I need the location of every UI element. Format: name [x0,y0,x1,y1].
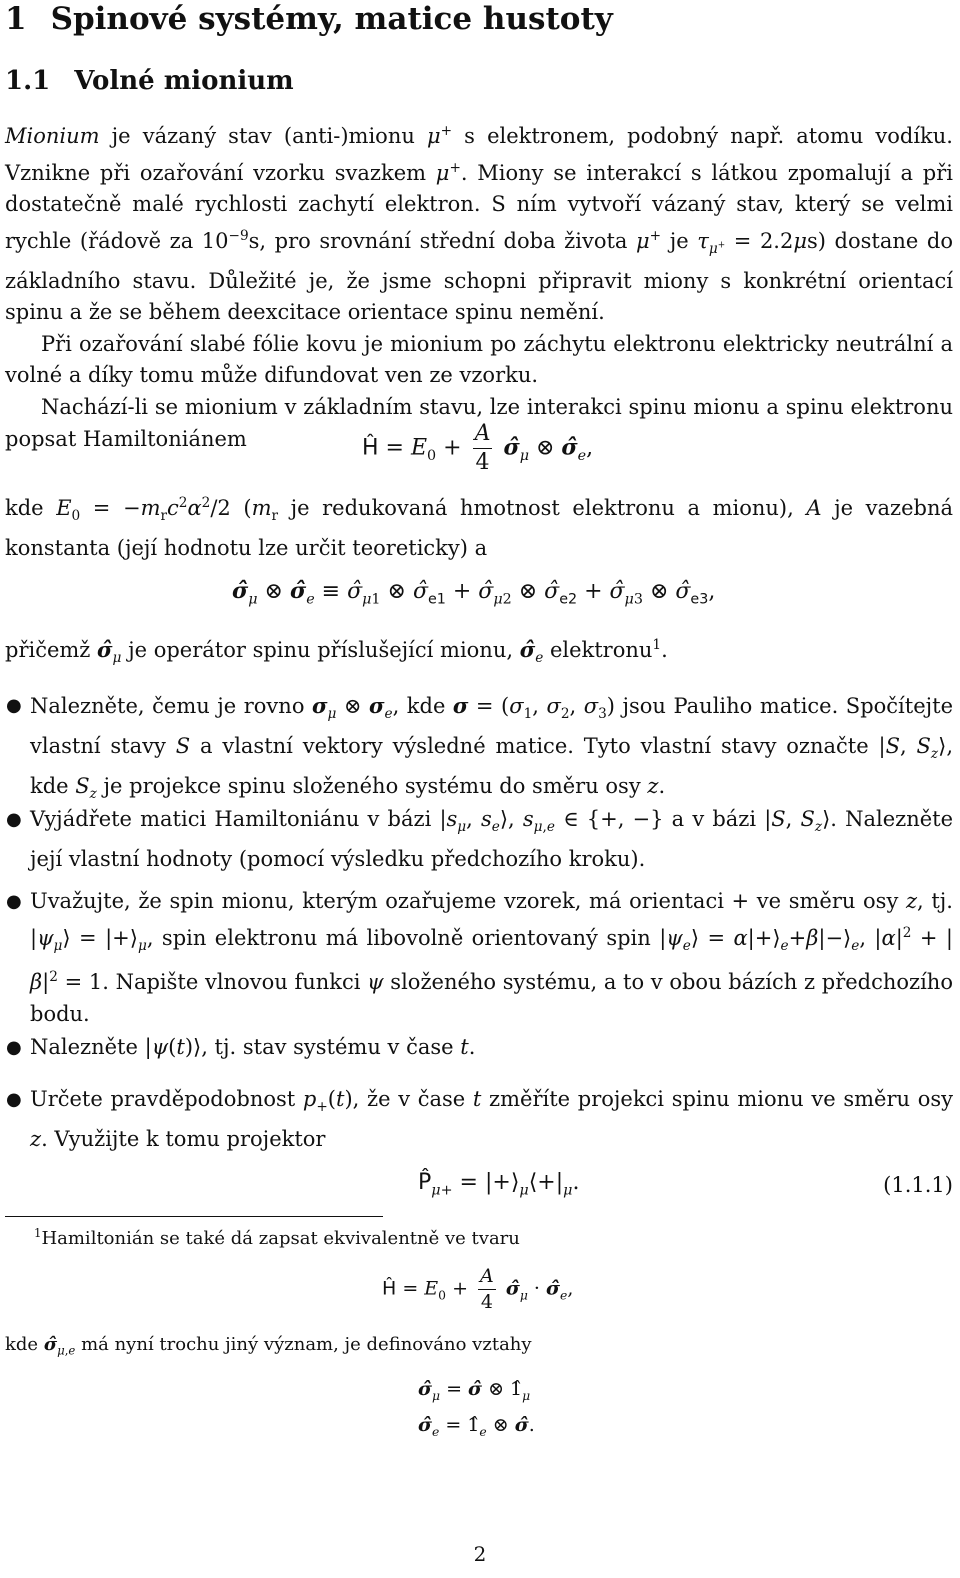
subsection-heading [5,64,294,98]
list-item: ● Vyjádřete matici Hamiltoniánu v bázi $|s_\mu$, $s_e⟩$, $s_{\mu,e}$ ∈ {+, −} a v bázi |S, $S_z⟩$. Nalezněte její vlastní hodnoty (pomocí výsledku předchozího kroku). [30,804,953,875]
equation-number: (1.1.1) [883,1173,953,1197]
paragraph-hamiltonian: Nachází-li se mionium v základním stavu, lze interakci spinu mionu a spinu elektronu popsat Hamiltoniánem [5,394,953,451]
bullet-icon: ● [6,891,22,912]
bullet-icon: ● [6,1037,22,1058]
footnote-equation-hamiltonian: Ĥ = $E_0$ + $\frac{A}{4}$ $\sigmâ_\mu$ · $\sigmâ_e$, [382,1265,574,1313]
subsection-number: 1.1 [5,66,51,96]
section-number: 1 [5,1,27,37]
footnote-mark: 1 [34,1226,42,1240]
paragraph-constants: kde $E_0 = -m_rc^2\alpha^2/2$ ($m_r$ je redukovaná hmotnost elektronu a mionu), A je vazebná konstanta (její hodnotu lze určit teoreticky) a [5,495,953,560]
list-item: ● Určete pravděpodobnost $p_+(t)$, že v čase t změříte projekci spinu mionu ve směru osy z. Využijte k tomu projektor [30,1084,953,1155]
equation-projector: $P̂_{\mu+}$ = $|+⟩_\mu⟨+|_\mu$. [418,1170,580,1199]
bullet-icon: ● [6,1089,22,1110]
intro-text [5,116,953,455]
paragraph-mionium: Mionium je vázaný stav (anti-)mionu μ+ s elektronem, podobný např. atomu vodíku. Vznikne při ozařování vzorku svazkem μ+. Miony se interakcí s látkou zpomalují a při dostatečně malé rychlosti zachytí elektron. S ním vytvoří vázaný stav, který se velmi rychle (řádově za $10^{-9}s$, pro srovnání střední doba života μ+ je $\tau_{\mu^+} = 2.2\mu s$) dostane do základního stavu. Důležité je, že jsme schopni připravit miony s konkrétní orientací spinu a že se během deexcitace orientace spinu nemění. [5,123,954,325]
footnote-text: $^1$Hamiltonián se také dá zapsat ekvivalentně ve tvaru [34,1226,520,1249]
bullet-icon: ● [6,695,22,716]
footnote-equation-sigma-mu: $\sigmâ_\mu$ = σ̂ ⊗ $1̂_\mu$ [418,1378,531,1403]
section-heading [5,0,613,38]
paragraph-diffusion: Při ozařování slabé fólie kovu je mionium po záchytu elektronu elektricky neutrální a volné a díky tomu může difundovat ven ze vzorku. [5,331,953,388]
list-item: ● Nalezněte |ψ(t)⟩, tj. stav systému v čase t. [30,1032,953,1064]
footnote-equation-sigma-e: $\sigmâ_e$ = $1̂_e$ ⊗ σ̂. [418,1414,535,1439]
subsection-title: Volné mionium [74,66,294,96]
list-item: ● Uvažujte, že spin mionu, kterým ozařujeme vzorek, má orientaci + ve směru osy z, tj. $|\psi_\mu⟩$ = $|+⟩_\mu$, spin elektronu má libovolně orientovaný spin $|\psi_e⟩$ = $\alpha|+⟩_e+\beta|-⟩_e$, $|\alpha|^2 + |\beta|^2 = 1$. Napište vlnovou funkci ψ složeného systému, a to v obou bázích z předchozího bodu. [30,886,953,1031]
section-title: Spinové systémy, matice hustoty [50,1,613,37]
equation-hamiltonian: Ĥ = $E_0$ + $\frac{A}{4}$ $\sigmâ_\mu$ ⊗ $\sigmâ_e$, [362,421,594,475]
paragraph-operators: přičemž $\sigmâ_\mu$ je operátor spinu příslušející mionu, $\sigmâ_e$ elektronu$^1$. [5,637,668,667]
footnote-definition-text: kde $\sigmâ_{\mu,e}$ má nyní trochu jiný význam, je definováno vztahy [5,1334,532,1358]
footnote-divider [5,1216,383,1217]
list-item: ● Nalezněte, čemu je rovno $\sigma_\mu$ ⊗ $\sigma_e$, kde $\sigma = (\sigma_1$, $\sigma_2$, $\sigma_3$) jsou Pauliho matice. Spočítejte vlastní stavy S a vlastní vektory výsledné matice. Tyto vlastní stavy označte |S, $S_z⟩$, kde $S_z$ je projekce spinu složeného systému do směru osy z. [30,690,953,810]
equation-spin-product: $\sigmâ_\mu$ ⊗ $\sigmâ_e$ ≡ $\sigmâ_{\mu 1}$ ⊗ $\sigmâ_{e1}$ + $\sigmâ_{\mu 2}$ ⊗ $\sigmâ_{e2}$ + $\sigmâ_{\mu 3}$ ⊗ $\sigmâ_{e3}$, [232,578,716,608]
bullet-icon: ● [6,809,22,830]
page-number: 2 [473,1542,487,1566]
